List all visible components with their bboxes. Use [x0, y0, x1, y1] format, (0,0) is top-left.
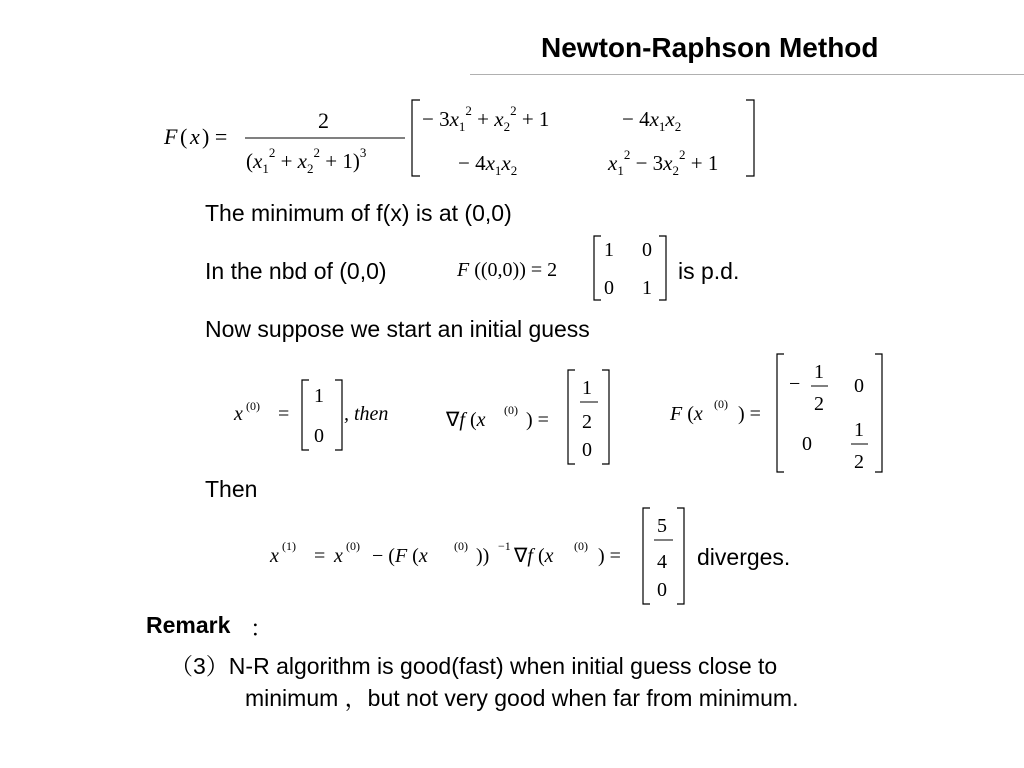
remark-line-2: minimum ，but not very good when far from minimum. — [245, 685, 799, 712]
hessian-equation — [150, 92, 770, 184]
remark-heading: Remark — [146, 612, 231, 638]
pd-label: is p.d. — [678, 258, 740, 284]
svg-text:− (F (x: − (F (x — [372, 545, 428, 567]
x0-value-2: 0 — [314, 425, 324, 447]
hessian-at-x0-equation — [668, 350, 898, 476]
svg-text:=: = — [314, 545, 326, 567]
remark-colon: ： — [250, 616, 273, 642]
remark-line-1: （3）N-R algorithm is good(fast) when initial guess close to — [170, 653, 778, 680]
svg-text:(0): (0) — [574, 539, 588, 553]
x1-value-2: 0 — [657, 579, 667, 601]
svg-text:−1: −1 — [498, 539, 511, 553]
svg-text:F ((0,0)) = 2: F ((0,0)) = 2 — [457, 259, 558, 281]
origin-cell-21: 0 — [604, 277, 614, 299]
x0-hessian-22-den: 2 — [854, 451, 864, 473]
svg-text:)): )) — [476, 545, 490, 567]
svg-text:(0): (0) — [714, 397, 728, 411]
svg-text:∇f (x: ∇f (x — [446, 409, 486, 431]
minimum-statement: The minimum of f(x) is at (0,0) — [205, 200, 512, 226]
x0-equation — [232, 376, 412, 456]
svg-text:(0): (0) — [246, 399, 260, 413]
x1-numerator: 5 — [657, 515, 667, 537]
svg-text:x: x — [234, 403, 243, 425]
svg-text:) =: ) = — [202, 124, 228, 149]
coef-denominator: $(x_1^2 + x_2^2 + 1)^3$ — [246, 145, 367, 176]
svg-text:) =: ) = — [526, 409, 549, 431]
svg-text:∇f (x: ∇f (x — [514, 545, 554, 567]
hessian-lhs: F — [164, 124, 178, 149]
svg-text:(: ( — [180, 124, 188, 149]
gradient-equation — [444, 364, 624, 470]
svg-text:) =: ) = — [598, 545, 621, 567]
coef-numerator: 2 — [318, 108, 329, 133]
matrix-cell-21: − $4x_1x_2$ — [458, 151, 518, 178]
svg-text:x: x — [270, 545, 279, 567]
svg-text:x: x — [190, 124, 200, 149]
svg-text:−: − — [789, 373, 801, 395]
x0-hessian-12: 0 — [854, 375, 864, 397]
title-divider — [470, 74, 1024, 75]
then-label: Then — [205, 476, 258, 502]
matrix-cell-22: $x_1^2 - 3x_2^2 + 1$ — [608, 147, 719, 178]
gradient-denominator: 2 — [582, 411, 592, 433]
x0-value-1: 1 — [314, 385, 324, 407]
svg-text:x: x — [334, 545, 343, 567]
svg-text:(0): (0) — [454, 539, 468, 553]
x0-hessian-22-num: 1 — [854, 419, 864, 441]
x0-hessian-11-den: 2 — [814, 393, 824, 415]
x0-hessian-21: 0 — [802, 433, 812, 455]
then-word: , then — [344, 403, 389, 425]
svg-text:(0): (0) — [346, 539, 360, 553]
svg-text:F (x: F (x — [670, 403, 703, 425]
initial-guess-statement: Now suppose we start an initial guess — [205, 316, 590, 342]
nbd-statement: In the nbd of (0,0) — [205, 258, 387, 284]
x1-denominator: 4 — [657, 551, 667, 573]
origin-cell-11: 1 — [604, 239, 614, 261]
slide-title: Newton-Raphson Method — [541, 32, 879, 63]
svg-text:(0): (0) — [504, 403, 518, 417]
gradient-numerator: 1 — [582, 377, 592, 399]
svg-text:(1): (1) — [282, 539, 296, 553]
origin-cell-12: 0 — [642, 239, 652, 261]
x0-hessian-11-num: 1 — [814, 361, 824, 383]
matrix-cell-11: − $3x_1^2 + x_2^2 + 1$ — [422, 103, 550, 134]
origin-cell-22: 1 — [642, 277, 652, 299]
hessian-at-origin — [455, 232, 675, 304]
svg-text:) =: ) = — [738, 403, 761, 425]
gradient-value-2: 0 — [582, 439, 592, 461]
x1-equation — [268, 506, 698, 606]
matrix-cell-12: − $4x_1x_2$ — [622, 107, 682, 134]
svg-text:=: = — [278, 403, 290, 425]
matrix-right-bracket — [746, 100, 754, 176]
matrix-left-bracket — [412, 100, 420, 176]
diverges-label: diverges. — [697, 544, 791, 570]
